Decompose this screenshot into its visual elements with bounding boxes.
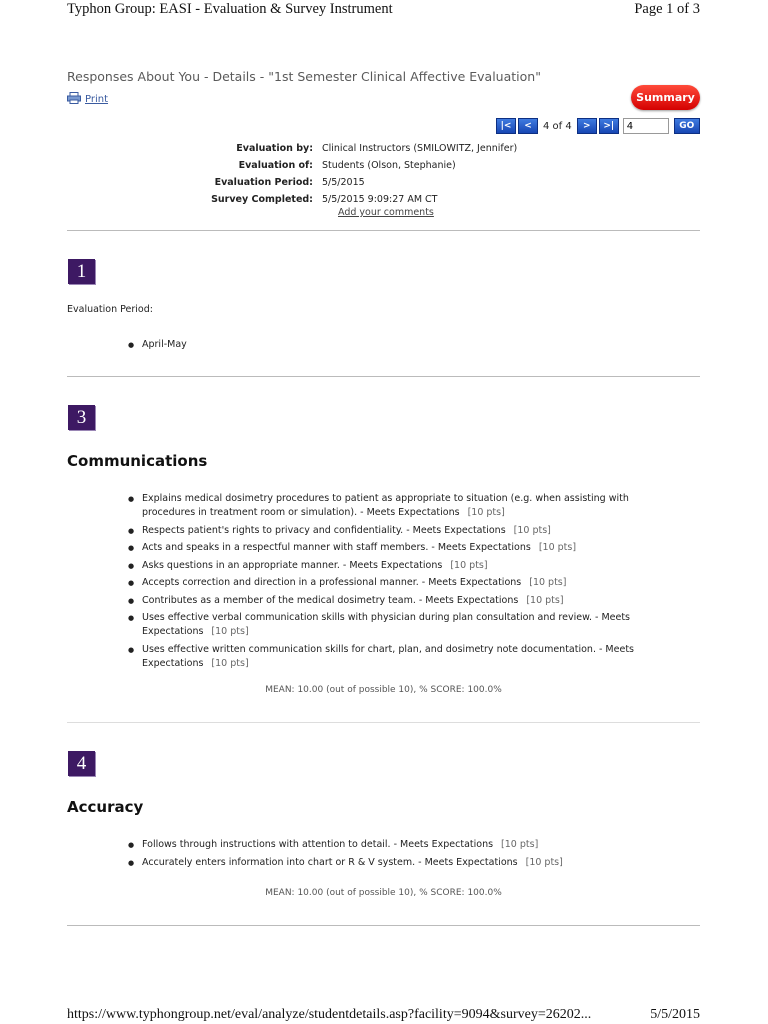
detail-label: Evaluation by: [236, 143, 313, 154]
question-number-badge: 3 [68, 405, 95, 430]
points: [10 pts] [529, 577, 567, 588]
criteria-list [128, 838, 668, 873]
question-text: Evaluation Period: [67, 304, 153, 315]
print-label: Print [85, 94, 109, 105]
page-number-input[interactable] [623, 118, 669, 134]
list-item [128, 611, 668, 639]
criterion-text: Accepts correction and direction in a professional manner. - Meets Expectations [142, 577, 522, 588]
mean-score: MEAN: 10.00 (out of possible 10), % SCORE: 100.0% [265, 685, 502, 695]
section-title: Communications [67, 452, 208, 470]
detail-row [150, 174, 517, 191]
criterion-text: Uses effective written communication skills for chart, plan, and dosimetry note documentation. - Meets Expectations [142, 643, 634, 669]
print-header [67, 0, 700, 22]
pager-count: 4 of 4 [543, 120, 572, 132]
divider [67, 376, 700, 377]
last-page-button[interactable]: >| [599, 118, 619, 134]
list-item [128, 643, 668, 671]
detail-row [150, 140, 517, 157]
detail-row [150, 157, 517, 174]
detail-value: Students (Olson, Stephanie) [322, 160, 456, 171]
points: [10 pts] [501, 839, 539, 850]
criterion-text: Explains medical dosimetry procedures to patient as appropriate to situation (e.g. when assisting with procedures in treatment room or simulation). - Meets Expectations [142, 493, 629, 518]
criterion-text: Contributes as a member of the medical dosimetry team. - Meets Expectations [142, 594, 519, 606]
pager [496, 118, 700, 134]
evaluation-details [150, 140, 517, 208]
prev-page-button[interactable]: < [518, 118, 538, 134]
list-item [128, 576, 668, 590]
points: [10 pts] [525, 856, 563, 868]
criterion-text: Asks questions in an appropriate manner. - Meets Expectations [142, 559, 443, 571]
list-item [128, 524, 668, 538]
detail-label: Evaluation Period: [214, 177, 313, 188]
points: [10 pts] [513, 524, 551, 536]
page-title: Responses About You - Details - "1st Semester Clinical Affective Evaluation" [67, 69, 541, 84]
summary-button[interactable]: Summary [631, 85, 700, 110]
criterion-text: Uses effective verbal communication skills with physician during plan consultation and review. - Meets Expectations [142, 612, 631, 637]
divider [67, 925, 700, 926]
list-item [128, 492, 668, 520]
detail-row [150, 191, 517, 208]
points: [10 pts] [211, 626, 249, 637]
next-page-button[interactable]: > [577, 118, 597, 134]
criterion-text: Acts and speaks in a respectful manner with staff members. - Meets Expectations [142, 542, 531, 553]
list-item [128, 838, 668, 852]
criterion-text: Respects patient's rights to privacy and confidentiality. - Meets Expectations [142, 524, 506, 536]
add-comments-link[interactable]: Add your comments [338, 207, 434, 218]
detail-value: 5/5/2015 [322, 177, 365, 188]
points: [10 pts] [211, 657, 249, 669]
first-page-button[interactable]: |< [496, 118, 516, 134]
criterion-text: Accurately enters information into chart or R & V system. - Meets Expectations [142, 856, 518, 868]
go-button[interactable]: GO [674, 118, 700, 134]
list-item [128, 594, 668, 608]
detail-label: Survey Completed: [211, 194, 313, 205]
points: [10 pts] [450, 559, 488, 571]
footer-url: https://www.typhongroup.net/eval/analyze/studentdetails.asp?facility=9094&survey=26202... [67, 1007, 592, 1022]
detail-value: Clinical Instructors (SMILOWITZ, Jennifer) [322, 143, 518, 154]
section-title: Accuracy [67, 798, 144, 816]
points: [10 pts] [467, 507, 505, 518]
list-item [128, 559, 668, 573]
print-header-page: Page 1 of 3 [634, 1, 700, 17]
print-link[interactable] [67, 92, 108, 107]
criteria-list [128, 492, 668, 674]
printer-icon [67, 92, 81, 107]
criterion-text: Follows through instructions with attention to detail. - Meets Expectations [142, 839, 494, 850]
list-item: ● April-May [128, 338, 668, 352]
divider [67, 722, 700, 723]
detail-value: 5/5/2015 9:09:27 AM CT [322, 194, 438, 205]
divider [67, 230, 700, 231]
list-item [128, 541, 668, 555]
footer-date: 5/5/2015 [650, 1007, 700, 1022]
print-header-title: Typhon Group: EASI - Evaluation & Survey Instrument [67, 1, 393, 17]
points: [10 pts] [538, 542, 577, 553]
points: [10 pts] [526, 594, 564, 606]
list-item [128, 856, 668, 870]
detail-label: Evaluation of: [238, 160, 313, 171]
answer-list [128, 338, 668, 356]
mean-score: MEAN: 10.00 (out of possible 10), % SCORE: 100.0% [265, 888, 502, 898]
question-number-badge: 4 [68, 751, 95, 776]
question-number-badge: 1 [68, 259, 95, 284]
